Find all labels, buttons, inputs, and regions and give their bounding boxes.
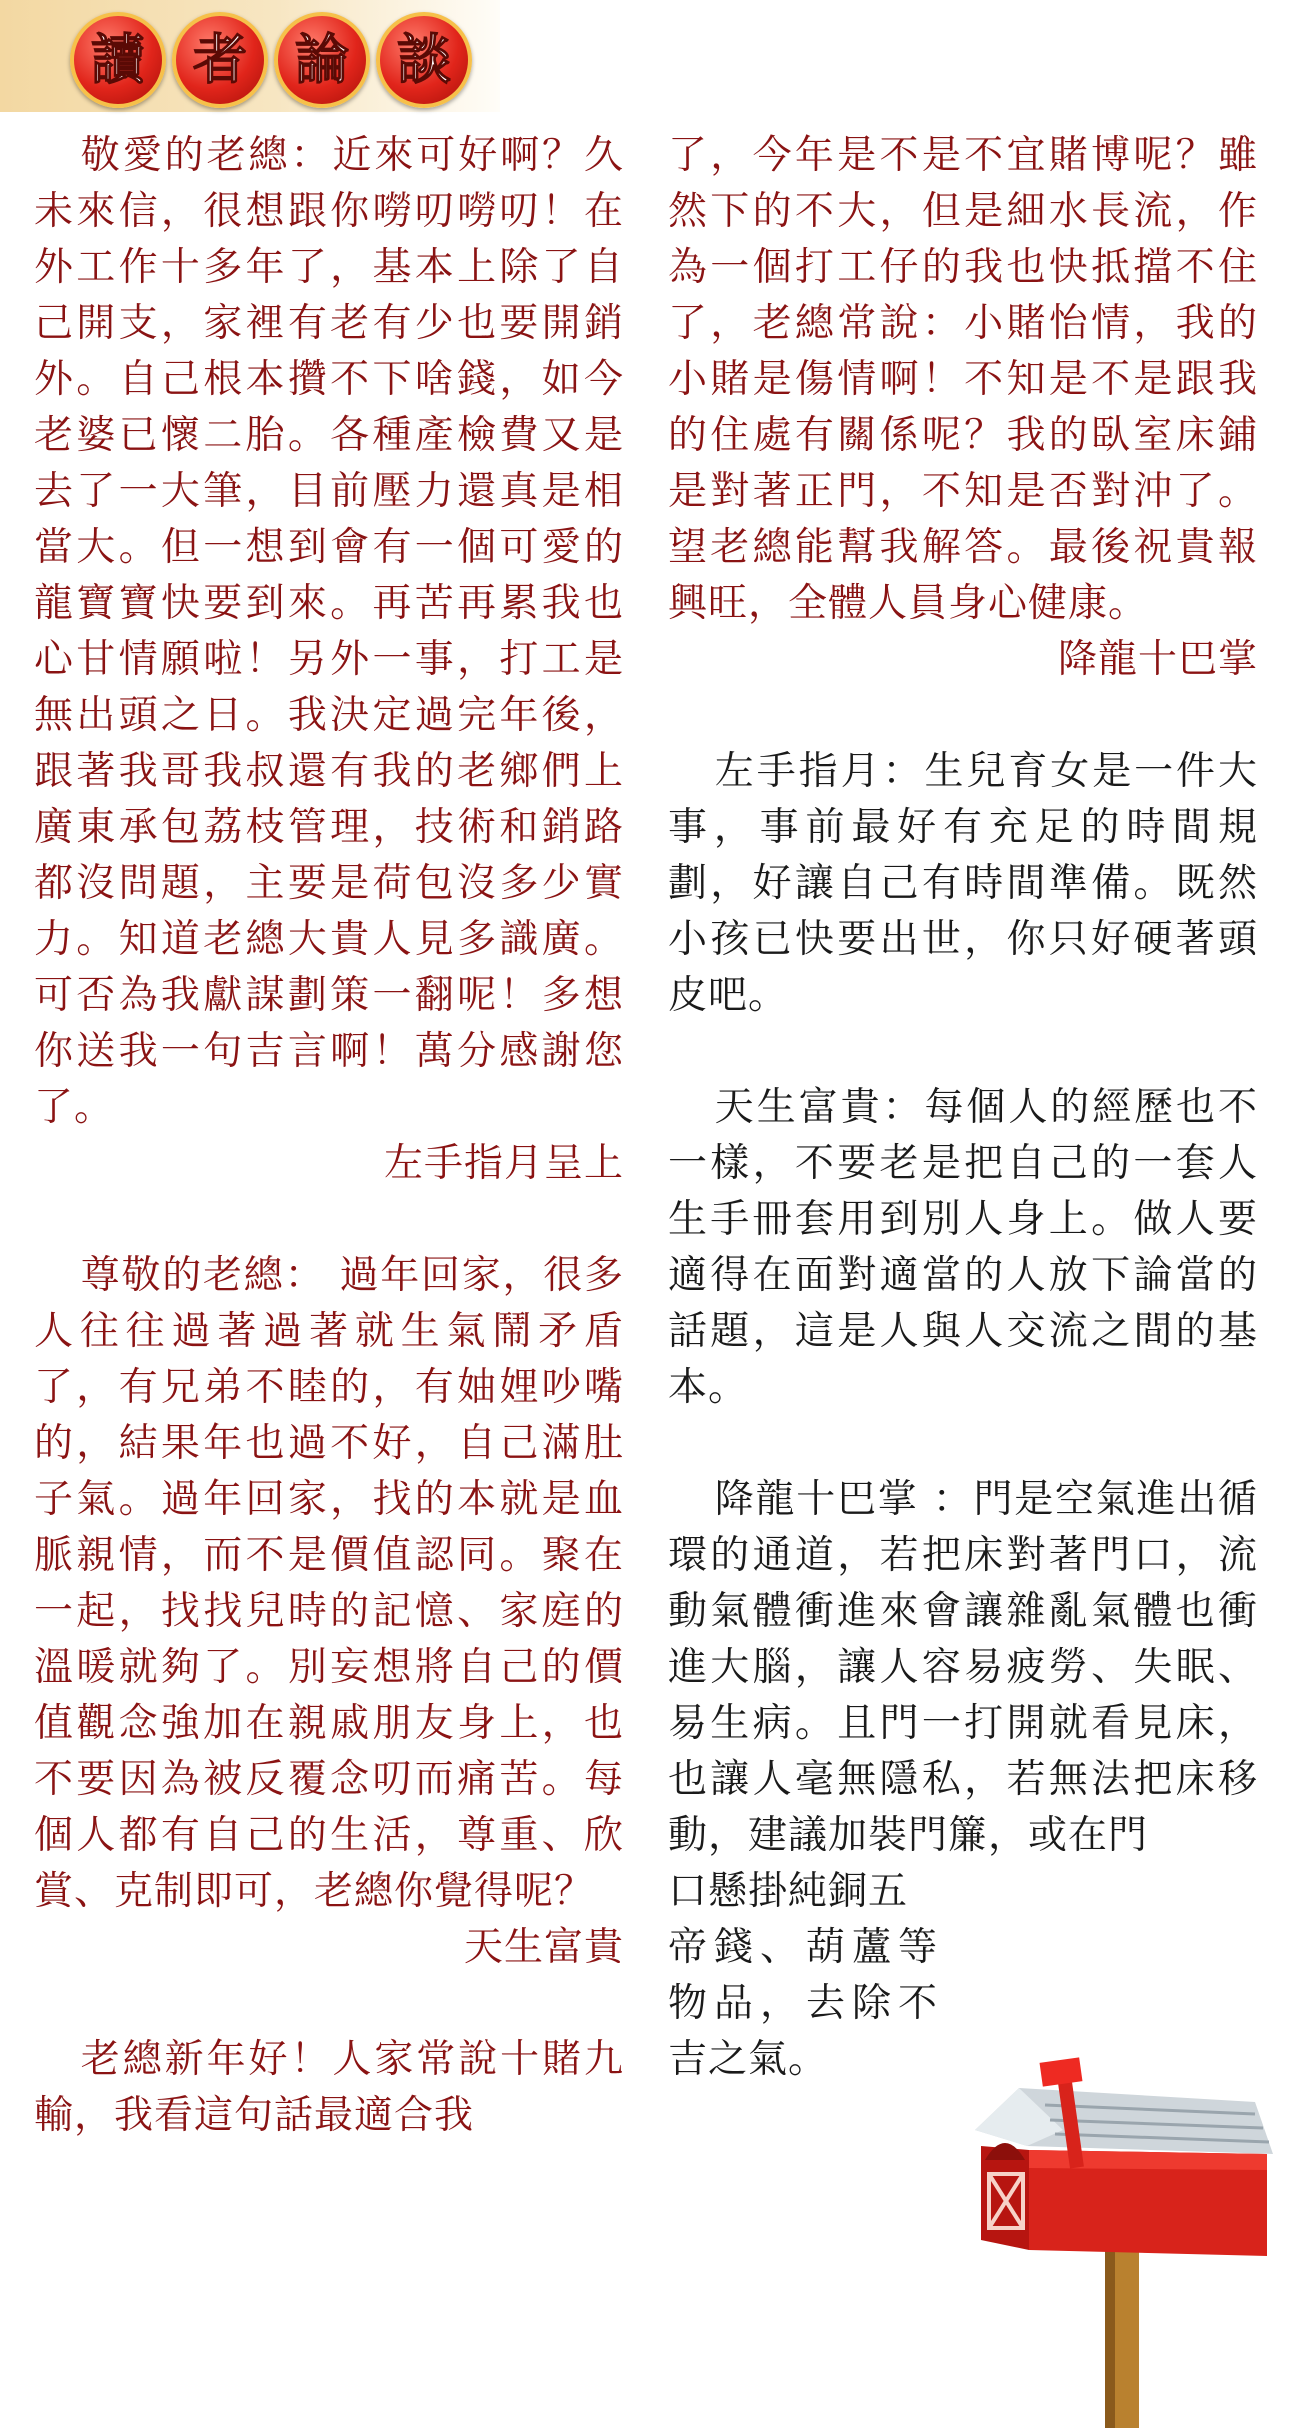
left-column: [34, 128, 624, 2144]
reply-2: 天生富貴：每個人的經歷也不一樣，不要老是把自己的一套人生手冊套用到別人身上。做人要適得在面對適當的人放下論當的話題，這是人與人交流之間的基本。: [668, 1085, 1258, 1410]
right-column: [668, 128, 1258, 2088]
reply-1: 左手指月：生兒育女是一件大事，事前最好有充足的時間規劃，好讓自己有時間準備。既然小孩已快要出世，你只好硬著頭皮吧。: [668, 749, 1258, 1018]
header-char-3: 論: [274, 12, 370, 108]
letter-1: 敬愛的老總：近來可好啊？久未來信，很想跟你嘮叨嘮叨！在外工作十多年了，基本上除了自己開支，家裡有老有少也要開銷外。自己根本攢不下啥錢，如今老婆已懷二胎。各種產檢費又是去了一大筆，目前壓力還真是相當大。但一想到會有一個可愛的龍寶寶快要到來。再苦再累我也心甘情願啦！另外一事，打工是無出頭之日。我決定過完年後，跟著我哥我叔還有我的老鄉們上廣東承包荔枝管理，技術和銷路都沒問題，主要是荷包沒多少實力。知道老總大貴人見多識廣。可否為我獻謀劃策一翻呢！多想你送我一句吉言啊！萬分感謝您了。: [34, 133, 624, 1130]
reply-3-tail-narrow: 帝錢、葫蘆等物品，去除不吉之氣。: [668, 1925, 938, 2082]
letter-2: 尊敬的老總： 過年回家，很多人往往過著過著就生氣鬧矛盾了，有兄弟不睦的，有妯娌吵嘴的，結果年也過不好，自己滿肚子氣。過年回家，找的本就是血脈親情，而不是價值認同。聚在一起，找找兒時的記憶、家庭的溫暖就夠了。別妄想將自己的價值觀念強加在親戚朋友身上，也不要因為被反覆念叨而痛苦。每個人都有自己的生活，尊重、欣賞、克制即可，老總你覺得呢？: [34, 1253, 624, 1914]
header-char-1: 讀: [70, 12, 166, 108]
reply-3-tail-line: 口懸掛純銅五: [668, 1869, 909, 1914]
mailbox-icon: [955, 2050, 1285, 2428]
letter-2-signature: 天生富貴: [463, 1925, 624, 1970]
header-char-4: 談: [376, 12, 472, 108]
letter-3-signature: 降龍十巴掌: [1057, 637, 1258, 682]
letter-3-start: 老總新年好！人家常說十賭九輸，我看這句話最適合我: [34, 2037, 624, 2138]
reply-3: 降龍十巴掌 ：門是空氣進出循環的通道，若把床對著門口，流動氣體衝進來會讓雜亂氣體也衝進大腦，讓人容易疲勞、失眠、易生病。且門一打開就看見床，也讓人毫無隱私，若無法把床移動，建議加裝門簾，或在門: [668, 1477, 1258, 1858]
letter-3-end: 了，今年是不是不宜賭博呢？雖然下的不大，但是細水長流，作為一個打工仔的我也快抵擋不住了，老總常說：小賭怡情，我的小賭是傷情啊！不知是不是跟我的住處有關係呢？我的臥室床鋪是對著正門，不知是否對沖了。望老總能幫我解答。最後祝貴報興旺，全體人員身心健康。: [668, 133, 1258, 626]
letter-1-signature: 左手指月呈上: [383, 1141, 624, 1186]
header-char-2: 者: [172, 12, 268, 108]
